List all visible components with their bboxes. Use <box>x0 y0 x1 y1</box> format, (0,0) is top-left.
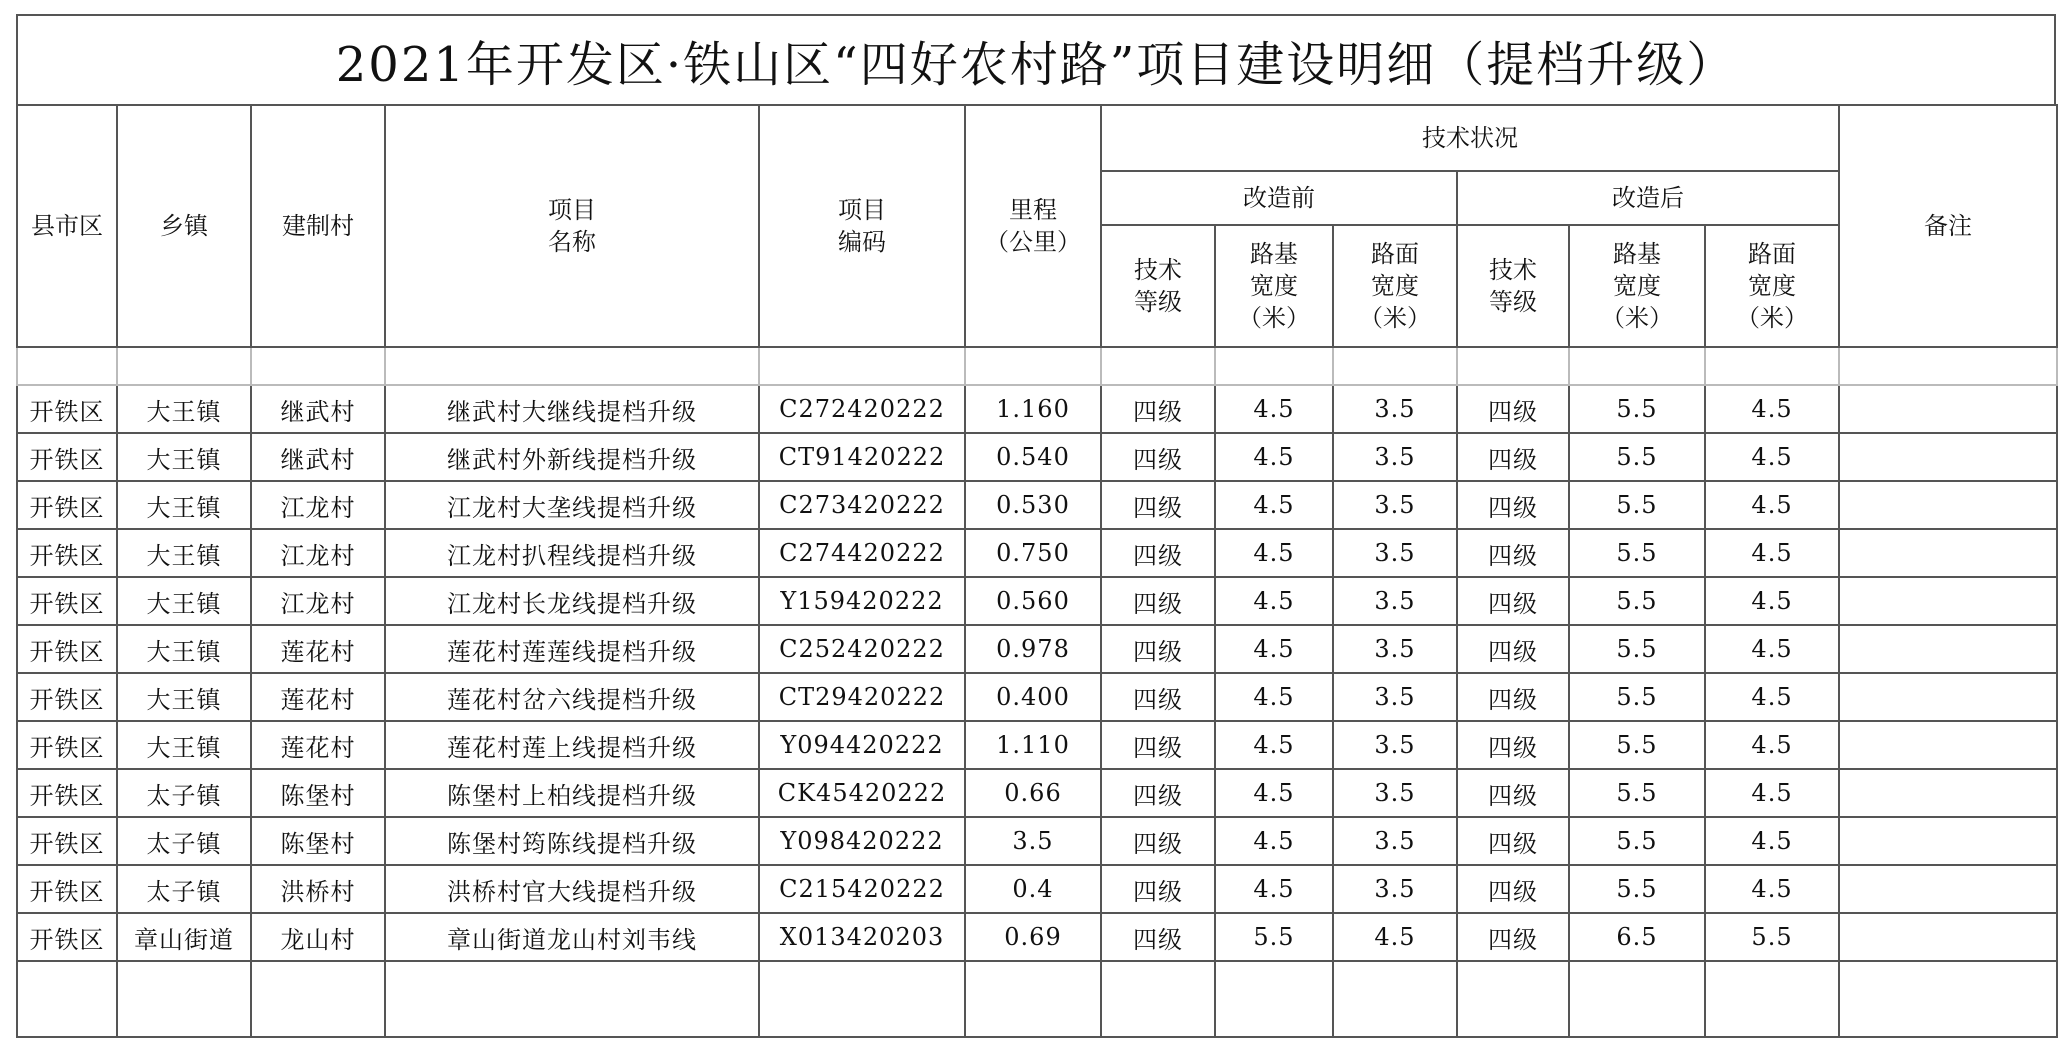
cell-after-tech-grade: 四级 <box>1457 529 1569 577</box>
cell-before-subgrade-width: 4.5 <box>1215 433 1333 481</box>
cell-before-pavement-width: 3.5 <box>1333 481 1457 529</box>
cell-before-tech-grade: 四级 <box>1101 625 1215 673</box>
cell-mileage: 0.66 <box>965 769 1101 817</box>
cell-county: 开铁区 <box>17 817 117 865</box>
cell-after-pavement-width: 4.5 <box>1705 817 1839 865</box>
table-row <box>17 769 2057 817</box>
cell-before-pavement-width: 3.5 <box>1333 529 1457 577</box>
cell-village: 江龙村 <box>251 577 385 625</box>
header-county: 县市区 <box>17 105 117 347</box>
cell-project-name: 继武村大继线提档升级 <box>385 385 759 433</box>
table-row <box>17 913 2057 961</box>
header-before: 改造前 <box>1101 171 1457 225</box>
cell-before-subgrade-width: 4.5 <box>1215 385 1333 433</box>
header-before-subgrade-width: 路基 宽度 （米） <box>1215 225 1333 347</box>
cell-town: 大王镇 <box>117 433 251 481</box>
header-after-tech-grade: 技术 等级 <box>1457 225 1569 347</box>
empty-row <box>17 961 2057 1037</box>
cell-after-pavement-width: 4.5 <box>1705 673 1839 721</box>
cell-mileage: 0.750 <box>965 529 1101 577</box>
header-remarks: 备注 <box>1839 105 2057 347</box>
cell-before-pavement-width: 3.5 <box>1333 385 1457 433</box>
cell-after-pavement-width: 4.5 <box>1705 433 1839 481</box>
cell-mileage: 1.110 <box>965 721 1101 769</box>
cell-after-tech-grade: 四级 <box>1457 577 1569 625</box>
cell-village: 陈堡村 <box>251 769 385 817</box>
header-tech-status: 技术状况 <box>1101 105 1839 171</box>
table-row <box>17 865 2057 913</box>
cell-after-tech-grade: 四级 <box>1457 817 1569 865</box>
cell-town: 大王镇 <box>117 625 251 673</box>
cell-mileage: 0.400 <box>965 673 1101 721</box>
cell-after-subgrade-width: 5.5 <box>1569 721 1705 769</box>
cell-town: 太子镇 <box>117 817 251 865</box>
project-table <box>16 104 2058 1038</box>
cell-county: 开铁区 <box>17 721 117 769</box>
cell-remarks <box>1839 433 2057 481</box>
cell-before-pavement-width: 3.5 <box>1333 817 1457 865</box>
cell-mileage: 0.540 <box>965 433 1101 481</box>
cell-project-code: C215420222 <box>759 865 965 913</box>
cell-town: 大王镇 <box>117 529 251 577</box>
cell-project-code: CT29420222 <box>759 673 965 721</box>
cell-before-subgrade-width: 4.5 <box>1215 577 1333 625</box>
spacer-row <box>17 347 2057 385</box>
cell-before-tech-grade: 四级 <box>1101 865 1215 913</box>
table-row <box>17 673 2057 721</box>
header-town: 乡镇 <box>117 105 251 347</box>
cell-project-name: 莲花村岔六线提档升级 <box>385 673 759 721</box>
cell-project-name: 江龙村扒程线提档升级 <box>385 529 759 577</box>
cell-before-pavement-width: 3.5 <box>1333 433 1457 481</box>
cell-remarks <box>1839 673 2057 721</box>
cell-before-subgrade-width: 4.5 <box>1215 817 1333 865</box>
cell-before-subgrade-width: 4.5 <box>1215 529 1333 577</box>
cell-after-subgrade-width: 5.5 <box>1569 673 1705 721</box>
cell-mileage: 0.69 <box>965 913 1101 961</box>
cell-after-pavement-width: 4.5 <box>1705 721 1839 769</box>
cell-town: 太子镇 <box>117 769 251 817</box>
cell-project-code: C252420222 <box>759 625 965 673</box>
cell-county: 开铁区 <box>17 577 117 625</box>
cell-town: 大王镇 <box>117 721 251 769</box>
cell-after-subgrade-width: 5.5 <box>1569 625 1705 673</box>
cell-before-tech-grade: 四级 <box>1101 385 1215 433</box>
header-before-pavement-width: 路面 宽度 （米） <box>1333 225 1457 347</box>
cell-after-subgrade-width: 6.5 <box>1569 913 1705 961</box>
cell-county: 开铁区 <box>17 673 117 721</box>
cell-project-name: 江龙村大垄线提档升级 <box>385 481 759 529</box>
cell-mileage: 0.978 <box>965 625 1101 673</box>
header-after-subgrade-width: 路基 宽度 （米） <box>1569 225 1705 347</box>
header-after-pavement-width: 路面 宽度 （米） <box>1705 225 1839 347</box>
cell-before-pavement-width: 3.5 <box>1333 577 1457 625</box>
cell-project-code: C272420222 <box>759 385 965 433</box>
cell-after-subgrade-width: 5.5 <box>1569 577 1705 625</box>
cell-after-tech-grade: 四级 <box>1457 385 1569 433</box>
sheet-title: 2021年开发区·铁山区“四好农村路”项目建设明细（提档升级） <box>16 14 2056 104</box>
cell-before-tech-grade: 四级 <box>1101 481 1215 529</box>
cell-after-subgrade-width: 5.5 <box>1569 769 1705 817</box>
header-mileage: 里程 （公里） <box>965 105 1101 347</box>
cell-remarks <box>1839 721 2057 769</box>
cell-before-pavement-width: 3.5 <box>1333 865 1457 913</box>
cell-project-name: 莲花村莲莲线提档升级 <box>385 625 759 673</box>
cell-town: 大王镇 <box>117 673 251 721</box>
cell-after-tech-grade: 四级 <box>1457 913 1569 961</box>
cell-after-pavement-width: 4.5 <box>1705 865 1839 913</box>
table-row <box>17 577 2057 625</box>
header-village: 建制村 <box>251 105 385 347</box>
header-project-code: 项目 编码 <box>759 105 965 347</box>
cell-after-pavement-width: 4.5 <box>1705 385 1839 433</box>
cell-after-pavement-width: 4.5 <box>1705 769 1839 817</box>
cell-after-subgrade-width: 5.5 <box>1569 481 1705 529</box>
cell-village: 江龙村 <box>251 481 385 529</box>
cell-before-subgrade-width: 4.5 <box>1215 721 1333 769</box>
cell-village: 莲花村 <box>251 721 385 769</box>
cell-county: 开铁区 <box>17 481 117 529</box>
cell-remarks <box>1839 769 2057 817</box>
cell-before-tech-grade: 四级 <box>1101 673 1215 721</box>
cell-before-subgrade-width: 4.5 <box>1215 769 1333 817</box>
table-body <box>17 385 2057 961</box>
cell-county: 开铁区 <box>17 433 117 481</box>
cell-project-name: 陈堡村筠陈线提档升级 <box>385 817 759 865</box>
cell-project-name: 莲花村莲上线提档升级 <box>385 721 759 769</box>
cell-after-tech-grade: 四级 <box>1457 625 1569 673</box>
cell-mileage: 0.560 <box>965 577 1101 625</box>
cell-county: 开铁区 <box>17 865 117 913</box>
cell-before-pavement-width: 3.5 <box>1333 721 1457 769</box>
cell-before-pavement-width: 3.5 <box>1333 769 1457 817</box>
cell-remarks <box>1839 529 2057 577</box>
cell-after-tech-grade: 四级 <box>1457 481 1569 529</box>
cell-town: 大王镇 <box>117 481 251 529</box>
cell-village: 江龙村 <box>251 529 385 577</box>
cell-county: 开铁区 <box>17 385 117 433</box>
cell-county: 开铁区 <box>17 913 117 961</box>
cell-village: 继武村 <box>251 385 385 433</box>
cell-before-tech-grade: 四级 <box>1101 529 1215 577</box>
cell-before-subgrade-width: 5.5 <box>1215 913 1333 961</box>
cell-after-pavement-width: 5.5 <box>1705 913 1839 961</box>
cell-remarks <box>1839 385 2057 433</box>
cell-before-tech-grade: 四级 <box>1101 913 1215 961</box>
header-after: 改造后 <box>1457 171 1839 225</box>
header-project-name: 项目 名称 <box>385 105 759 347</box>
cell-before-subgrade-width: 4.5 <box>1215 481 1333 529</box>
cell-village: 陈堡村 <box>251 817 385 865</box>
cell-after-pavement-width: 4.5 <box>1705 577 1839 625</box>
cell-before-tech-grade: 四级 <box>1101 817 1215 865</box>
table-row <box>17 385 2057 433</box>
table-row <box>17 529 2057 577</box>
cell-village: 龙山村 <box>251 913 385 961</box>
cell-mileage: 3.5 <box>965 817 1101 865</box>
spreadsheet <box>16 14 2056 1042</box>
cell-after-pavement-width: 4.5 <box>1705 625 1839 673</box>
cell-before-tech-grade: 四级 <box>1101 577 1215 625</box>
cell-remarks <box>1839 865 2057 913</box>
cell-town: 太子镇 <box>117 865 251 913</box>
cell-project-name: 江龙村长龙线提档升级 <box>385 577 759 625</box>
cell-project-code: CT91420222 <box>759 433 965 481</box>
cell-town: 大王镇 <box>117 577 251 625</box>
cell-after-tech-grade: 四级 <box>1457 673 1569 721</box>
cell-after-subgrade-width: 5.5 <box>1569 865 1705 913</box>
table-row <box>17 721 2057 769</box>
header-before-tech-grade: 技术 等级 <box>1101 225 1215 347</box>
cell-before-tech-grade: 四级 <box>1101 769 1215 817</box>
cell-village: 莲花村 <box>251 673 385 721</box>
cell-after-pavement-width: 4.5 <box>1705 529 1839 577</box>
table-row <box>17 433 2057 481</box>
cell-project-name: 继武村外新线提档升级 <box>385 433 759 481</box>
cell-project-code: X013420203 <box>759 913 965 961</box>
cell-remarks <box>1839 625 2057 673</box>
cell-project-name: 洪桥村官大线提档升级 <box>385 865 759 913</box>
cell-project-code: CK45420222 <box>759 769 965 817</box>
cell-county: 开铁区 <box>17 529 117 577</box>
cell-after-tech-grade: 四级 <box>1457 865 1569 913</box>
cell-project-name: 章山街道龙山村刘韦线 <box>385 913 759 961</box>
cell-remarks <box>1839 817 2057 865</box>
cell-project-code: Y159420222 <box>759 577 965 625</box>
cell-town: 大王镇 <box>117 385 251 433</box>
cell-after-tech-grade: 四级 <box>1457 721 1569 769</box>
table-row <box>17 817 2057 865</box>
cell-remarks <box>1839 481 2057 529</box>
cell-project-name: 陈堡村上柏线提档升级 <box>385 769 759 817</box>
cell-after-subgrade-width: 5.5 <box>1569 817 1705 865</box>
cell-before-pavement-width: 3.5 <box>1333 673 1457 721</box>
cell-before-pavement-width: 4.5 <box>1333 913 1457 961</box>
cell-before-tech-grade: 四级 <box>1101 433 1215 481</box>
cell-village: 莲花村 <box>251 625 385 673</box>
cell-after-subgrade-width: 5.5 <box>1569 433 1705 481</box>
cell-mileage: 0.530 <box>965 481 1101 529</box>
cell-village: 洪桥村 <box>251 865 385 913</box>
cell-project-code: Y098420222 <box>759 817 965 865</box>
cell-before-subgrade-width: 4.5 <box>1215 625 1333 673</box>
cell-after-tech-grade: 四级 <box>1457 433 1569 481</box>
table-row <box>17 625 2057 673</box>
cell-mileage: 0.4 <box>965 865 1101 913</box>
cell-before-subgrade-width: 4.5 <box>1215 865 1333 913</box>
cell-project-code: C274420222 <box>759 529 965 577</box>
cell-county: 开铁区 <box>17 625 117 673</box>
cell-project-code: Y094420222 <box>759 721 965 769</box>
table-row <box>17 481 2057 529</box>
cell-after-subgrade-width: 5.5 <box>1569 529 1705 577</box>
cell-remarks <box>1839 577 2057 625</box>
cell-project-code: C273420222 <box>759 481 965 529</box>
cell-after-subgrade-width: 5.5 <box>1569 385 1705 433</box>
cell-after-pavement-width: 4.5 <box>1705 481 1839 529</box>
cell-after-tech-grade: 四级 <box>1457 769 1569 817</box>
cell-remarks <box>1839 913 2057 961</box>
cell-before-subgrade-width: 4.5 <box>1215 673 1333 721</box>
cell-village: 继武村 <box>251 433 385 481</box>
cell-mileage: 1.160 <box>965 385 1101 433</box>
cell-county: 开铁区 <box>17 769 117 817</box>
cell-before-tech-grade: 四级 <box>1101 721 1215 769</box>
cell-town: 章山街道 <box>117 913 251 961</box>
cell-before-pavement-width: 3.5 <box>1333 625 1457 673</box>
